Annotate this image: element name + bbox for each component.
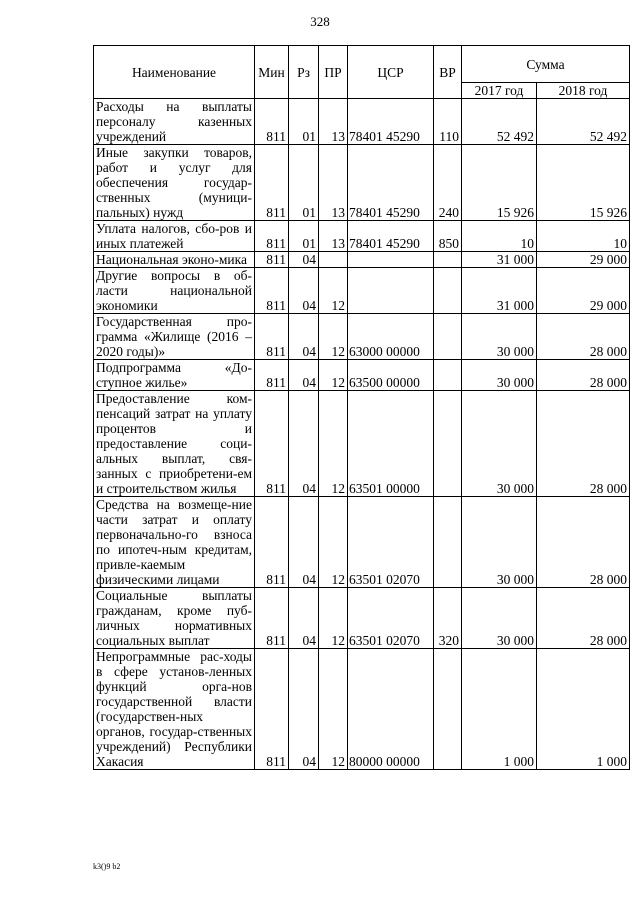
cell-min: 811 [255, 391, 289, 497]
table-row [94, 649, 630, 770]
footer-code: k3()9 b2 [93, 862, 121, 871]
table-row [94, 360, 630, 391]
cell-name: Расходы на выплаты персоналу казенных учреждений [94, 99, 255, 145]
header-year-2017: 2017 год [462, 83, 537, 99]
cell-pr [319, 252, 348, 268]
cell-name: Подпрограмма «До-ступное жилье» [94, 360, 255, 391]
cell-sum-2017: 52 492 [462, 99, 537, 145]
table-row [94, 99, 630, 145]
cell-pr: 12 [319, 268, 348, 314]
cell-csr: 78401 45290 [348, 221, 434, 252]
cell-sum-2017: 30 000 [462, 391, 537, 497]
cell-vr [434, 391, 462, 497]
cell-rz: 04 [289, 252, 319, 268]
table-row [94, 391, 630, 497]
cell-sum-2017: 31 000 [462, 252, 537, 268]
cell-min: 811 [255, 221, 289, 252]
cell-rz: 01 [289, 99, 319, 145]
cell-pr: 12 [319, 497, 348, 588]
cell-vr [434, 314, 462, 360]
cell-rz: 01 [289, 221, 319, 252]
cell-min: 811 [255, 497, 289, 588]
cell-rz: 04 [289, 314, 319, 360]
table-row [94, 497, 630, 588]
cell-vr [434, 252, 462, 268]
cell-rz: 04 [289, 268, 319, 314]
cell-sum-2018: 29 000 [537, 268, 630, 314]
cell-csr: 63500 00000 [348, 360, 434, 391]
table-row [94, 221, 630, 252]
cell-pr: 12 [319, 391, 348, 497]
cell-name: Государственная про-грамма «Жилище (2016 – 2020 годы)» [94, 314, 255, 360]
cell-sum-2018: 28 000 [537, 360, 630, 391]
header-sum: Сумма [462, 46, 630, 83]
cell-pr: 13 [319, 99, 348, 145]
header-csr: ЦСР [348, 46, 434, 99]
table-row [94, 268, 630, 314]
cell-sum-2018: 28 000 [537, 391, 630, 497]
cell-min: 811 [255, 252, 289, 268]
cell-vr [434, 649, 462, 770]
cell-sum-2017: 15 926 [462, 145, 537, 221]
cell-sum-2018: 28 000 [537, 497, 630, 588]
cell-vr [434, 360, 462, 391]
budget-table [93, 45, 630, 770]
cell-min: 811 [255, 268, 289, 314]
cell-min: 811 [255, 649, 289, 770]
cell-sum-2018: 28 000 [537, 314, 630, 360]
cell-csr: 80000 00000 [348, 649, 434, 770]
cell-name: Национальная эконо-мика [94, 252, 255, 268]
cell-sum-2017: 10 [462, 221, 537, 252]
cell-pr: 13 [319, 221, 348, 252]
cell-csr: 63501 00000 [348, 391, 434, 497]
table-row [94, 145, 630, 221]
cell-pr: 12 [319, 360, 348, 391]
cell-sum-2018: 29 000 [537, 252, 630, 268]
cell-vr: 320 [434, 588, 462, 649]
cell-sum-2018: 15 926 [537, 145, 630, 221]
header-year-2018: 2018 год [537, 83, 630, 99]
cell-sum-2018: 52 492 [537, 99, 630, 145]
cell-sum-2017: 1 000 [462, 649, 537, 770]
header-pr: ПР [319, 46, 348, 99]
cell-csr: 63501 02070 [348, 497, 434, 588]
page-number: 328 [310, 14, 330, 29]
header-min: Мин [255, 46, 289, 99]
cell-sum-2018: 28 000 [537, 588, 630, 649]
cell-sum-2017: 30 000 [462, 497, 537, 588]
cell-csr [348, 252, 434, 268]
cell-csr: 78401 45290 [348, 99, 434, 145]
cell-min: 811 [255, 360, 289, 391]
cell-name: Другие вопросы в об-ласти национальной экономики [94, 268, 255, 314]
header-vr: ВР [434, 46, 462, 99]
cell-vr: 850 [434, 221, 462, 252]
cell-min: 811 [255, 99, 289, 145]
cell-name: Средства на возмеще-ние части затрат и оплату первоначально-го взноса по ипотеч-ным кредитам, привле-каемым физическими лицами [94, 497, 255, 588]
cell-sum-2018: 10 [537, 221, 630, 252]
table-row [94, 314, 630, 360]
cell-sum-2017: 30 000 [462, 588, 537, 649]
cell-csr: 63501 02070 [348, 588, 434, 649]
cell-sum-2017: 30 000 [462, 314, 537, 360]
cell-vr: 110 [434, 99, 462, 145]
cell-name: Предоставление ком-пенсаций затрат на уплату процентов и предоставление соци-альных выплат, свя-занных с приобретени-ем и строительством жилья [94, 391, 255, 497]
cell-pr: 12 [319, 314, 348, 360]
header-rz: Рз [289, 46, 319, 99]
cell-rz: 04 [289, 649, 319, 770]
cell-csr: 78401 45290 [348, 145, 434, 221]
cell-csr [348, 268, 434, 314]
cell-rz: 01 [289, 145, 319, 221]
cell-min: 811 [255, 588, 289, 649]
cell-min: 811 [255, 314, 289, 360]
cell-sum-2017: 30 000 [462, 360, 537, 391]
cell-vr: 240 [434, 145, 462, 221]
cell-name: Непрограммные рас-ходы в сфере установ-ленных функций орга-нов государственной власти (государствен-ных органов, государ-ственных учреждений) Республики Хакасия [94, 649, 255, 770]
table-body [94, 99, 630, 770]
table-row [94, 252, 630, 268]
cell-rz: 04 [289, 588, 319, 649]
cell-rz: 04 [289, 360, 319, 391]
cell-csr: 63000 00000 [348, 314, 434, 360]
cell-rz: 04 [289, 391, 319, 497]
cell-rz: 04 [289, 497, 319, 588]
cell-name: Уплата налогов, сбо-ров и иных платежей [94, 221, 255, 252]
cell-vr [434, 497, 462, 588]
cell-sum-2018: 1 000 [537, 649, 630, 770]
cell-pr: 13 [319, 145, 348, 221]
cell-pr: 12 [319, 588, 348, 649]
cell-pr: 12 [319, 649, 348, 770]
cell-min: 811 [255, 145, 289, 221]
cell-sum-2017: 31 000 [462, 268, 537, 314]
cell-vr [434, 268, 462, 314]
table-row [94, 588, 630, 649]
header-name: Наименование [94, 46, 255, 99]
cell-name: Социальные выплаты гражданам, кроме пуб-личных нормативных социальных выплат [94, 588, 255, 649]
cell-name: Иные закупки товаров, работ и услуг для обеспечения государ-ственных (муници-пальных) нужд [94, 145, 255, 221]
